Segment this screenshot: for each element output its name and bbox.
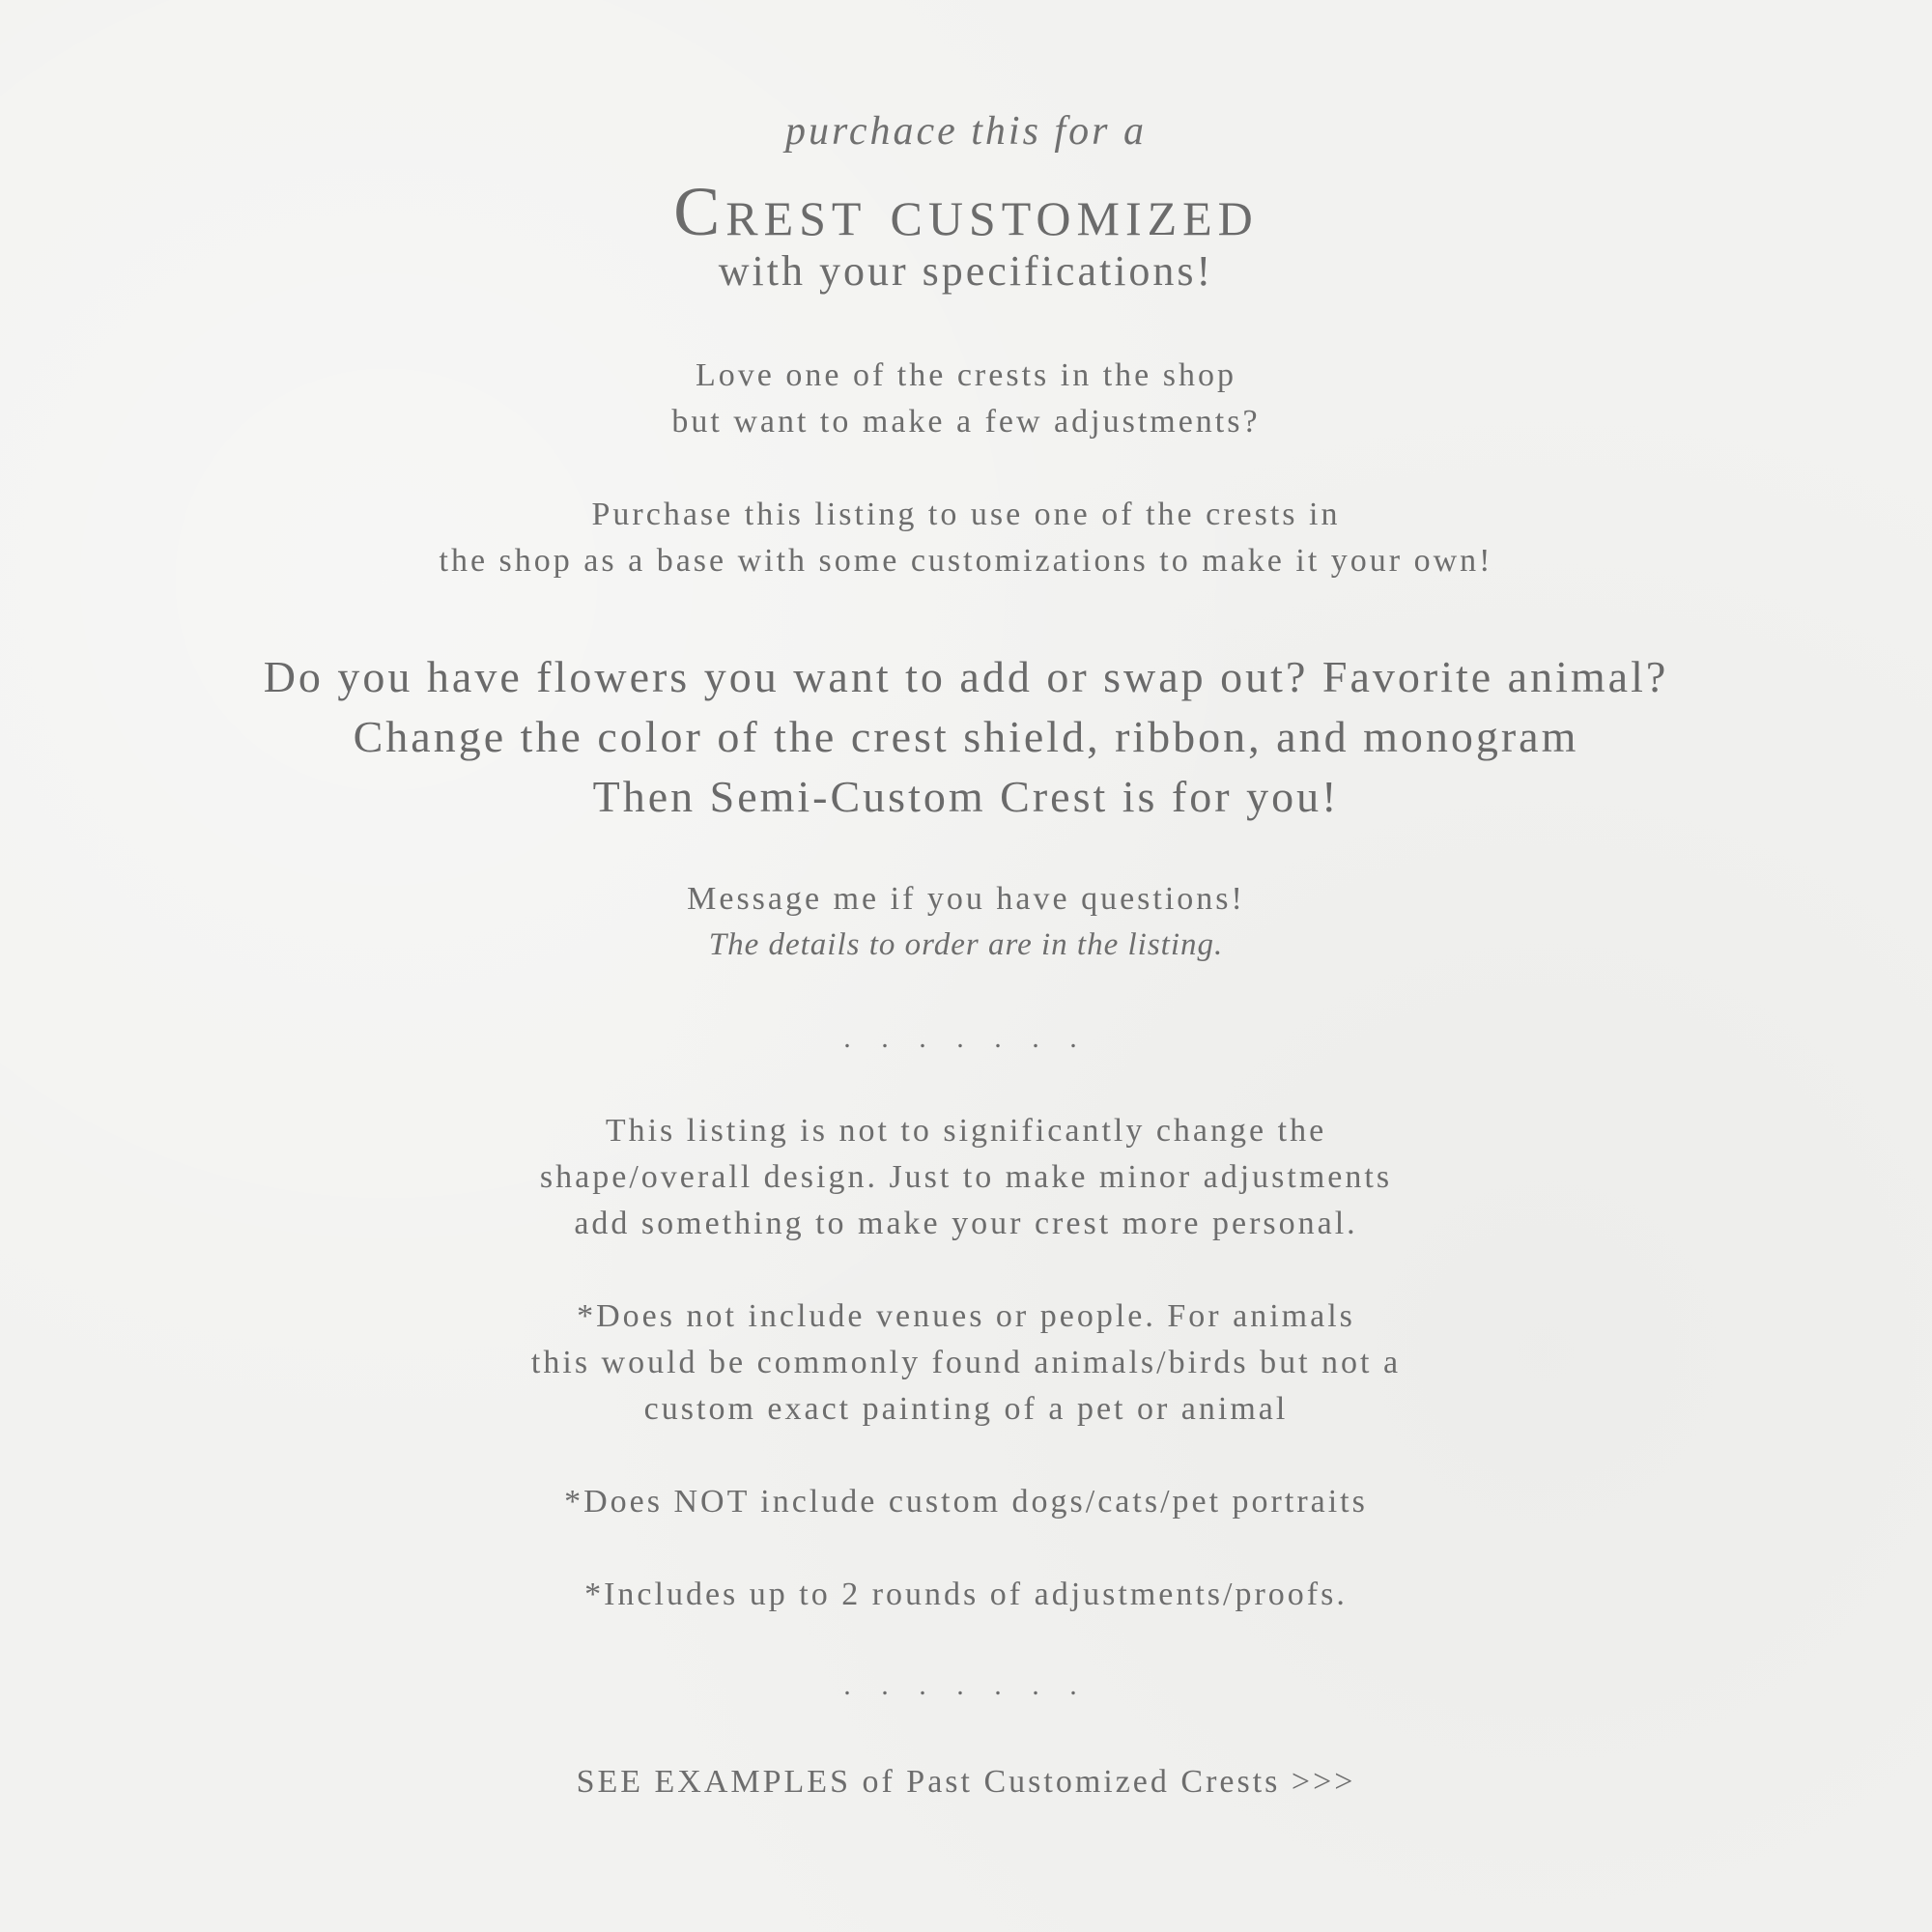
limits-line-1: This listing is not to significantly change the: [605, 1113, 1327, 1149]
limits-line-3: add something to make your crest more personal.: [574, 1206, 1358, 1241]
details-line: The details to order are in the listing.: [708, 927, 1224, 962]
page-title: Crest customized: [673, 173, 1259, 250]
purchase-line-1: Purchase this listing to use one of the crests in: [591, 497, 1341, 532]
love-line-1: Love one of the crests in the shop: [696, 357, 1236, 393]
purchase-line-2: the shop as a base with some customizations to make it your own!: [439, 543, 1493, 579]
exclusions-line-1: *Does not include venues or people. For animals: [577, 1298, 1355, 1334]
questions-line-1: Do you have flowers you want to add or swap out? Favorite animal?: [263, 652, 1669, 701]
rounds-line: *Includes up to 2 rounds of adjustments/proofs.: [584, 1577, 1348, 1612]
subtitle-line: with your specifications!: [718, 247, 1214, 295]
see-examples-link[interactable]: SEE EXAMPLES of Past Customized Crests >>>: [576, 1764, 1356, 1800]
exclusions-line-3: custom exact painting of a pet or animal: [643, 1391, 1289, 1427]
divider-dots-2: . . . . . . .: [843, 1669, 1089, 1701]
limits-line-2: shape/overall design. Just to make minor adjustments: [539, 1159, 1393, 1195]
divider-dots-1: . . . . . . .: [843, 1022, 1089, 1054]
questions-line-2: Change the color of the crest shield, ribbon, and monogram: [353, 712, 1579, 761]
message-line: Message me if you have questions!: [687, 881, 1245, 917]
questions-line-3: Then Semi-Custom Crest is for you!: [592, 772, 1340, 821]
intro-line: purchace this for a: [785, 109, 1147, 154]
exclusions-line-2: this would be commonly found animals/birds but not a: [530, 1345, 1402, 1380]
pet-note-line: *Does NOT include custom dogs/cats/pet portraits: [564, 1484, 1368, 1520]
love-line-2: but want to make a few adjustments?: [671, 404, 1261, 440]
